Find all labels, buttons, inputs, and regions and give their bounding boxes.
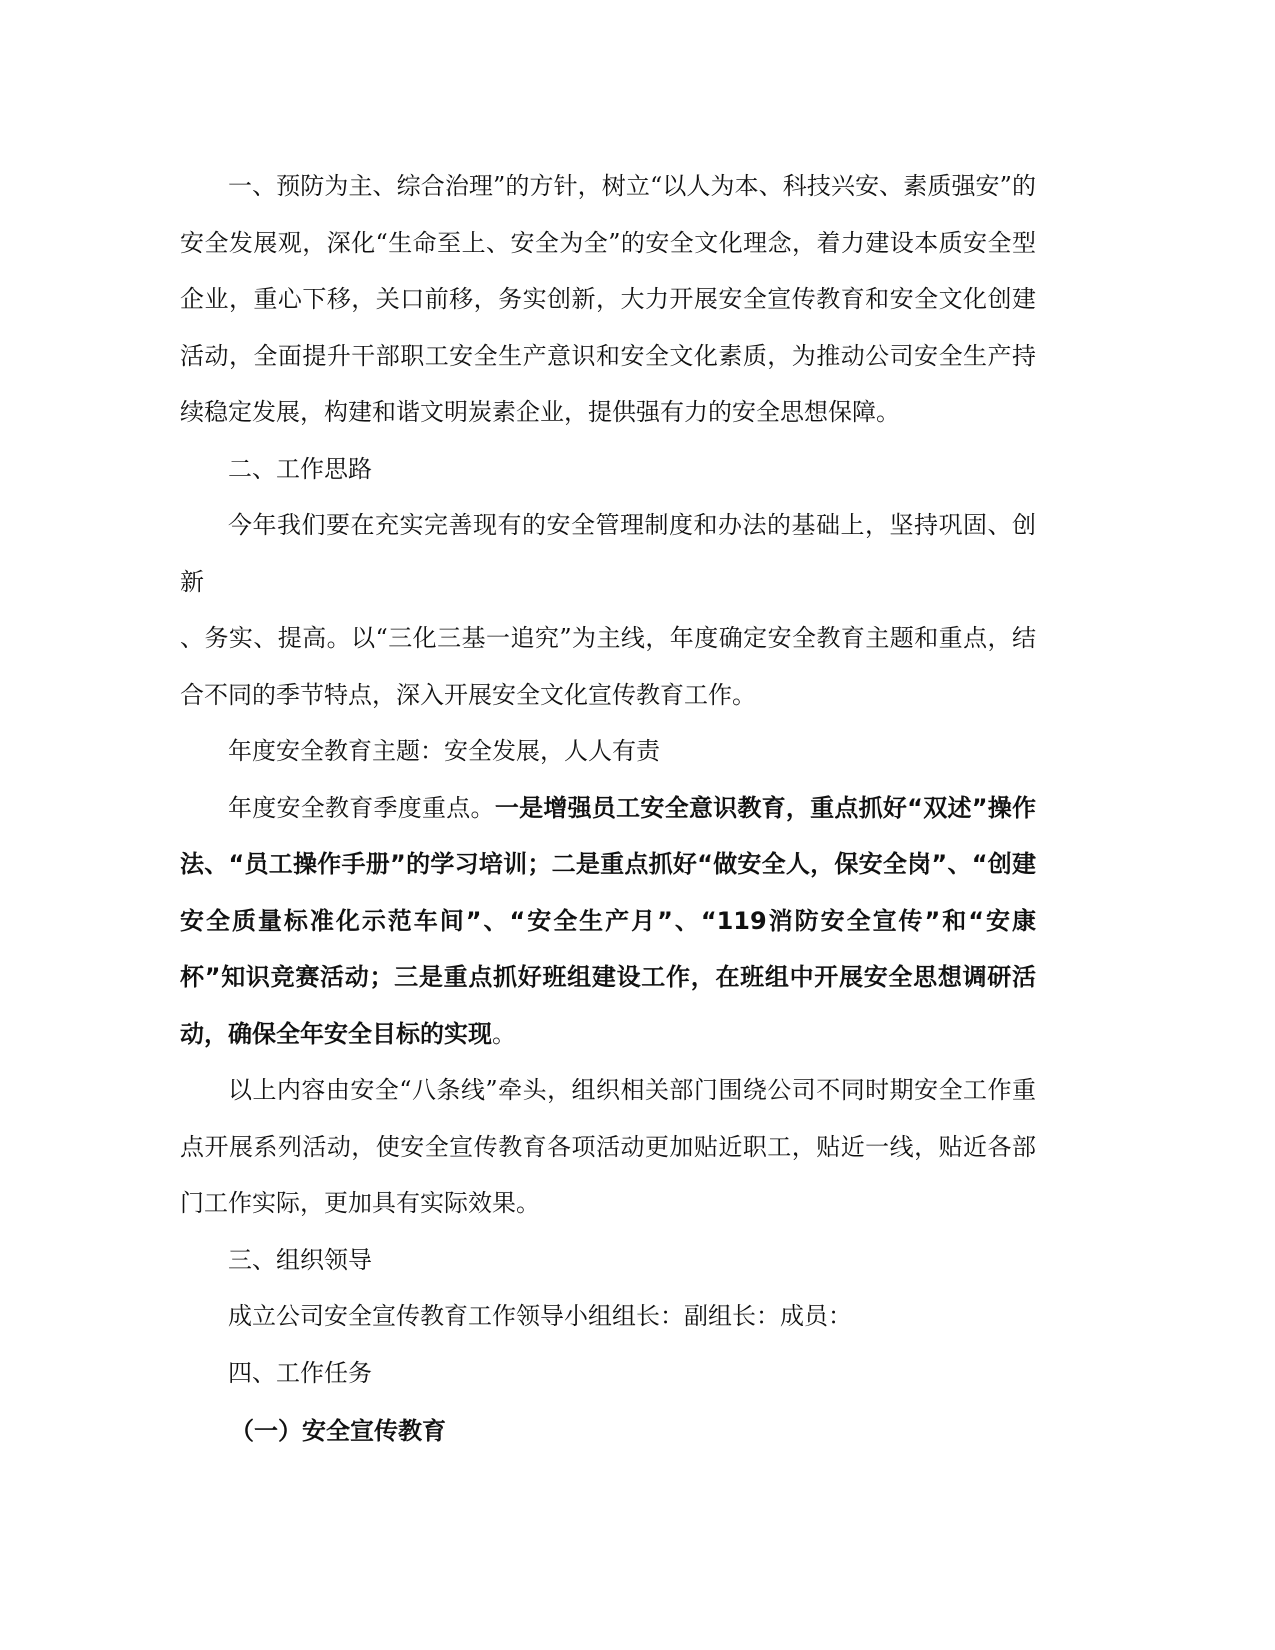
annual-theme-line: 年度安全教育主题：安全发展，人人有责 (228, 737, 660, 765)
sub-heading-safety-education: （一）安全宣传教育 (230, 1417, 446, 1445)
quarterly-focus-paragraph (180, 780, 1036, 1063)
quarterly-focus-bold: 一是增强员工安全意识教育，重点抓好“双述”操作法、“员工操作手册”的学习培训；二是重点抓好“做安全人，保安全岗”、“创建安全质量标准化示范车间”、“安全生产月”、“119消防安全宣传”和“安康杯”知识竞赛活动；三是重点抓好班组建设工作，在班组中开展安全思想调研活动，确保全年安全目标的实现 (180, 793, 1037, 1048)
work-approach-line-1: 今年我们要在充实完善现有的安全管理制度和办法的基础上，坚持巩固、创新 (180, 511, 1036, 596)
section-heading-work-approach: 二、工作思路 (228, 454, 372, 483)
eight-lines-paragraph: 以上内容由安全“八条线”牵头，组织相关部门围绕公司不同时期安全工作重点开展系列活动，使安全宣传教育各项活动更加贴近职工，贴近一线，贴近各部门工作实际，更加具有实际效果。 (180, 1076, 1036, 1217)
work-approach-paragraph (180, 497, 1036, 610)
quarterly-focus-lead: 年度安全教育季度重点。 (228, 793, 495, 822)
intro-paragraph: 一、预防为主、综合治理”的方针，树立“以人为本、科技兴安、素质强安”的安全发展观，深化“生命至上、安全为全”的安全文化理念，着力建设本质安全型企业，重心下移，关口前移，务实创新，大力开展安全宣传教育和安全文化创建活动，全面提升干部职工安全生产意识和安全文化素质，为推动公司安全生产持续稳定发展，构建和谐文明炭素企业，提供强有力的安全思想保障。 (180, 172, 1036, 426)
work-approach-continuation: 、务实、提高。以“三化三基一追究”为主线，年度确定安全教育主题和重点，结合不同的季节特点，深入开展安全文化宣传教育工作。 (180, 624, 1036, 709)
section-heading-leadership: 三、组织领导 (228, 1245, 372, 1274)
leadership-group-line: 成立公司安全宣传教育工作领导小组组长：副组长：成员： (228, 1302, 852, 1330)
quarterly-focus-end: 。 (492, 1019, 516, 1048)
section-heading-tasks: 四、工作任务 (228, 1358, 372, 1387)
document-body (180, 158, 1036, 1460)
